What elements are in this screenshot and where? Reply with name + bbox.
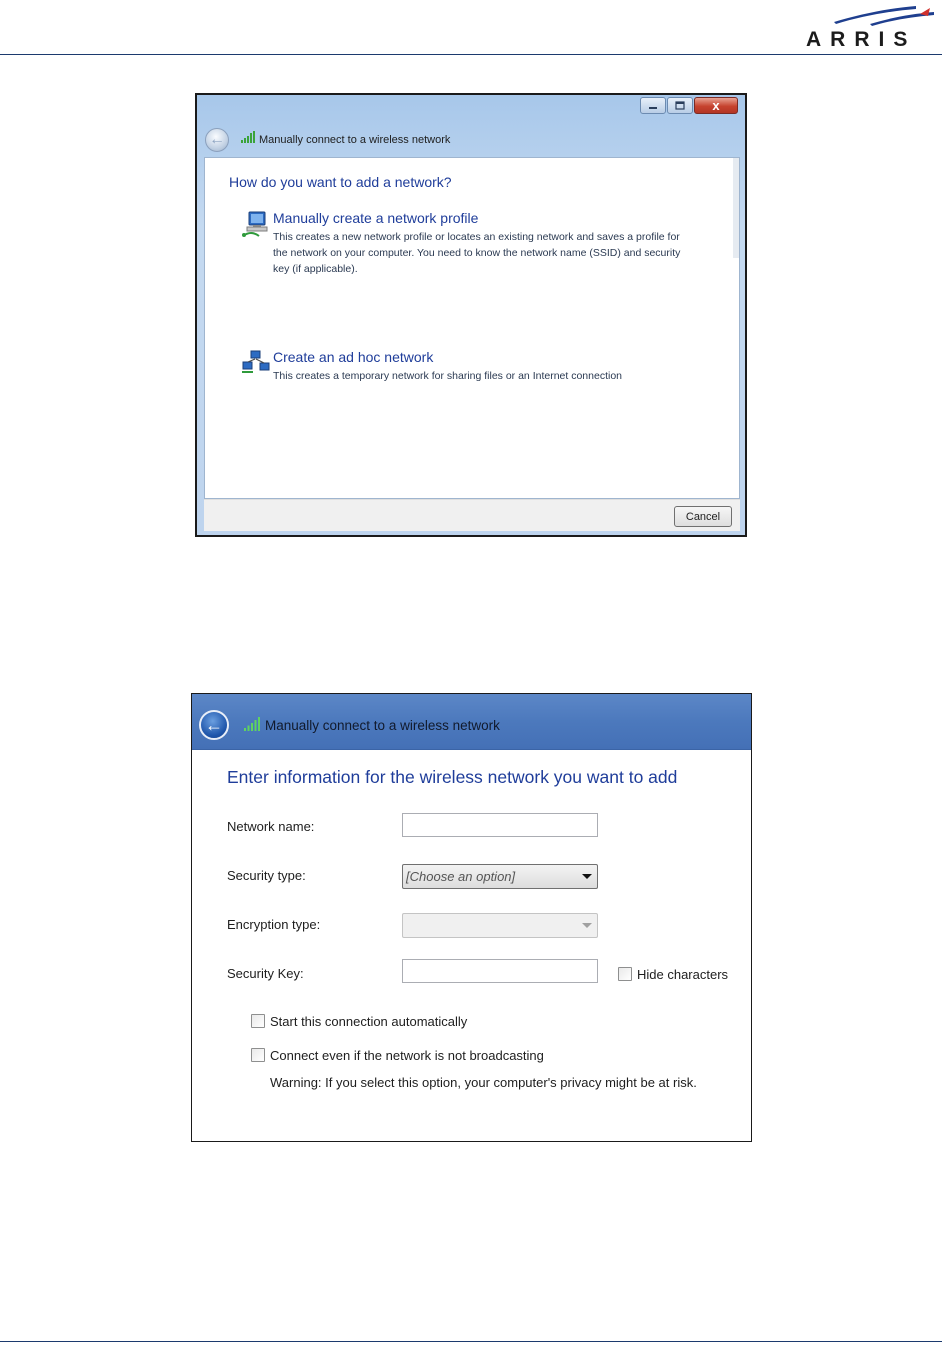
start-automatically-checkbox[interactable] [251,1014,265,1028]
maximize-icon [675,101,685,110]
cancel-button[interactable]: Cancel [674,506,732,527]
connect-hidden-checkbox[interactable] [251,1048,265,1062]
option-title: Manually create a network profile [273,210,479,226]
add-network-dialog [195,93,747,537]
encryption-type-dropdown[interactable] [402,913,598,938]
ad-hoc-network-icon [241,349,271,375]
network-name-label: Network name: [227,819,315,834]
network-computer-icon [241,210,271,238]
security-key-input[interactable] [402,959,598,983]
maximize-button[interactable] [667,97,693,114]
close-button[interactable] [694,97,738,114]
back-arrow-icon: ← [205,714,223,735]
window-title: Manually connect to a wireless network [259,134,451,146]
security-type-label: Security type: [227,868,306,883]
hide-characters-checkbox[interactable] [618,967,632,981]
dialog-footer [204,499,740,531]
back-button[interactable] [205,128,229,152]
minimize-button[interactable] [640,97,666,114]
back-arrow-icon: ← [209,131,225,148]
wireless-info-dialog [191,693,752,1142]
close-icon: x [712,98,720,113]
security-type-value: [Choose an option] [406,869,516,884]
security-type-dropdown[interactable] [402,864,598,889]
chevron-down-icon [582,923,592,928]
security-key-label: Security Key: [227,966,304,981]
privacy-warning: Warning: If you select this option, your computer's privacy might be at risk. [270,1075,697,1090]
dialog-heading: How do you want to add a network? [229,174,452,190]
arris-logo [800,4,940,52]
arris-swoosh-icon [830,4,940,28]
option-description: This creates a new network profile or locates an existing network and saves a profile for the network on your computer. You need to know the network name (SSID) and security key (if applicable). [273,231,681,275]
minimize-icon [648,102,658,110]
window-title: Manually connect to a wireless network [265,718,500,733]
footer-rule [0,1341,942,1342]
connect-hidden-label: Connect even if the network is not broadcasting [270,1048,544,1063]
wireless-signal-icon [244,717,260,731]
window-controls [639,97,738,115]
wireless-signal-icon [241,131,255,143]
option-title: Create an ad hoc network [273,349,434,365]
network-name-input[interactable] [402,813,598,837]
option-description: This creates a temporary network for sharing files or an Internet connection [273,370,623,382]
logo-text: ARRIS [806,28,917,51]
dialog-content [204,157,740,499]
dialog-header [192,694,751,750]
start-automatically-label: Start this connection automatically [270,1014,468,1029]
header-rule [0,54,942,55]
dialog-heading: Enter information for the wireless network you want to add [227,767,678,787]
encryption-type-label: Encryption type: [227,917,321,932]
scrollbar[interactable] [733,158,739,258]
back-button[interactable] [199,710,229,740]
hide-characters-label: Hide characters [637,967,729,982]
chevron-down-icon [582,874,592,879]
